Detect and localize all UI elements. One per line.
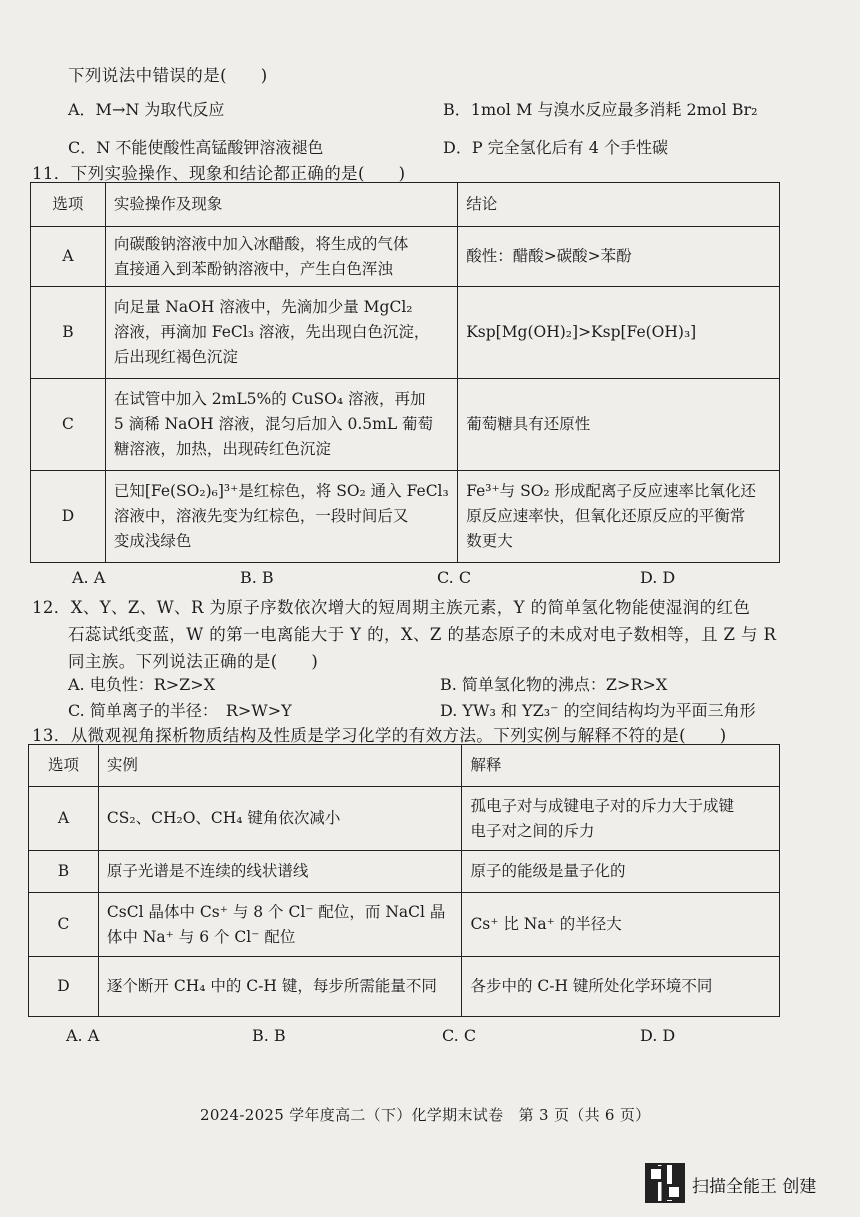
q11-header-procedure: 实验操作及现象 xyxy=(105,183,457,227)
q10-option-c: C．N 不能使酸性高锰酸钾溶液褪色 xyxy=(68,138,324,157)
q10-stem: 下列说法中错误的是( ) xyxy=(68,66,268,85)
q11-row-b-line-3: 后出现红褐色沉淀 xyxy=(113,348,238,366)
q13-row-c-example-2: 体中 Na⁺ 与 6 个 Cl⁻ 配位 xyxy=(106,927,296,946)
q11-answer-d: D. D xyxy=(640,568,676,587)
q13-row-b-explanation: 原子的能级是量子化的 xyxy=(470,862,626,880)
q13-row-c-explanation: Cs⁺ 比 Na⁺ 的半径大 xyxy=(470,915,622,933)
q11-row-a-conclusion: 酸性：醋酸>碳酸>苯酚 xyxy=(466,247,632,265)
table-row xyxy=(29,893,780,957)
table-row xyxy=(29,957,780,1017)
q11-row-d-label: D xyxy=(31,471,106,563)
q11-row-c-label: C xyxy=(31,379,106,471)
scanner-watermark: 扫描全能王 创建 xyxy=(692,1177,817,1197)
q12-option-b: B. 简单氢化物的沸点：Z>R>X xyxy=(440,675,668,694)
q11-row-d-conclusion-1: Fe³⁺与 SO₂ 形成配离子反应速率比氧化还 xyxy=(466,482,757,500)
q11-row-a-line-2: 直接通入到苯酚钠溶液中，产生白色浑浊 xyxy=(113,259,393,278)
q11-answer-a: A. A xyxy=(72,568,106,587)
table-row xyxy=(31,227,780,287)
q13-row-d-example: 逐个断开 CH₄ 中的 C-H 键，每步所需能量不同 xyxy=(106,977,437,995)
q11-table xyxy=(30,182,780,563)
q11-answer-b: B. B xyxy=(240,568,274,587)
q13-header-explanation: 解释 xyxy=(462,745,780,787)
q11-row-b-conclusion: Ksp[Mg(OH)₂]>Ksp[Fe(OH)₃] xyxy=(466,323,697,341)
q12-line-3: 同主族。下列说法正确的是( ) xyxy=(68,652,319,671)
q11-row-d-line-2: 溶液中，溶液先变为红棕色，一段时间后又 xyxy=(113,507,409,525)
q11-header-row xyxy=(31,183,780,227)
q11-row-a-line-1: 向碳酸钠溶液中加入冰醋酸，将生成的气体 xyxy=(113,234,409,253)
q13-row-a-example: CS₂、CH₂O、CH₄ 键角依次减小 xyxy=(106,809,341,827)
q11-row-b-label: B xyxy=(31,287,106,379)
q11-row-c-line-1: 在试管中加入 2mL5%的 CuSO₄ 溶液，再加 xyxy=(113,390,426,408)
q11-header-option: 选项 xyxy=(31,183,106,227)
q10-option-b: B．1mol M 与溴水反应最多消耗 2mol Br₂ xyxy=(443,100,758,119)
q13-header-row xyxy=(29,745,780,787)
q12-line-2: 石蕊试纸变蓝，W 的第一电离能大于 Y 的，X、Z 的基态原子的未成对电子数相等，且 Z 与 R xyxy=(68,625,777,644)
q11-stem: 11．下列实验操作、现象和结论都正确的是( ) xyxy=(32,164,406,183)
q13-table xyxy=(28,744,780,1017)
q11-row-b-line-1: 向足量 NaOH 溶液中，先滴加少量 MgCl₂ xyxy=(113,298,413,316)
q11-header-conclusion: 结论 xyxy=(458,183,780,227)
qr-code-icon xyxy=(645,1163,685,1203)
q13-row-a-explanation-1: 孤电子对与成键电子对的斥力大于成键 xyxy=(470,796,734,815)
q13-answer-a: A. A xyxy=(66,1026,100,1045)
q13-row-d-explanation: 各步中的 C-H 键所处化学环境不同 xyxy=(470,977,713,995)
q13-row-a-explanation-2: 电子对之间的斥力 xyxy=(470,821,595,840)
q11-row-b-line-2: 溶液，再滴加 FeCl₃ 溶液，先出现白色沉淀， xyxy=(113,323,430,341)
q13-stem: 13．从微观视角探析物质结构及性质是学习化学的有效方法。下列实例与解释不符的是( ) xyxy=(32,726,727,745)
q12-line-1: 12．X、Y、Z、W、R 为原子序数依次增大的短周期主族元素，Y 的简单氢化物能使湿润的红色 xyxy=(32,598,751,617)
table-row xyxy=(29,787,780,851)
q12-option-a: A. 电负性：R>Z>X xyxy=(68,675,216,694)
q13-header-option: 选项 xyxy=(29,745,99,787)
q11-row-a-label: A xyxy=(31,227,106,287)
q11-row-d-conclusion-2: 原反应速率快，但氧化还原反应的平衡常 xyxy=(466,507,746,525)
q13-header-example: 实例 xyxy=(98,745,462,787)
q13-answer-b: B. B xyxy=(252,1026,286,1045)
q10-option-a: A．M→N 为取代反应 xyxy=(68,100,225,119)
q11-row-c-line-2: 5 滴稀 NaOH 溶液，混匀后加入 0.5mL 葡萄 xyxy=(113,415,434,433)
q13-row-b-example: 原子光谱是不连续的线状谱线 xyxy=(106,862,309,880)
q13-row-a-label: A xyxy=(29,787,99,851)
q13-row-d-label: D xyxy=(29,957,99,1017)
q11-row-d-line-3: 变成浅绿色 xyxy=(113,532,192,550)
q13-row-b-label: B xyxy=(29,851,99,893)
q13-answer-c: C. C xyxy=(442,1026,477,1045)
page-footer: 2024-2025 学年度高二（下）化学期末试卷 第 3 页（共 6 页） xyxy=(200,1106,651,1124)
table-row xyxy=(31,471,780,563)
q11-answer-c: C. C xyxy=(437,568,472,587)
q10-option-d: D．P 完全氢化后有 4 个手性碳 xyxy=(443,138,669,157)
q12-option-d: D. YW₃ 和 YZ₃⁻ 的空间结构均为平面三角形 xyxy=(440,701,756,720)
q13-row-c-label: C xyxy=(29,893,99,957)
q11-row-c-line-3: 糖溶液，加热，出现砖红色沉淀 xyxy=(113,440,331,458)
table-row xyxy=(31,287,780,379)
q11-row-d-line-1: 已知[Fe(SO₂)₆]³⁺是红棕色，将 SO₂ 通入 FeCl₃ xyxy=(113,482,449,500)
q11-row-c-conclusion: 葡萄糖具有还原性 xyxy=(466,415,591,433)
q13-answer-d: D. D xyxy=(640,1026,676,1045)
table-row xyxy=(29,851,780,893)
q13-row-c-example-1: CsCl 晶体中 Cs⁺ 与 8 个 Cl⁻ 配位，而 NaCl 晶 xyxy=(106,902,446,921)
table-row xyxy=(31,379,780,471)
q11-row-d-conclusion-3: 数更大 xyxy=(466,532,513,550)
q12-option-c: C. 简单离子的半径： R>W>Y xyxy=(68,701,292,720)
